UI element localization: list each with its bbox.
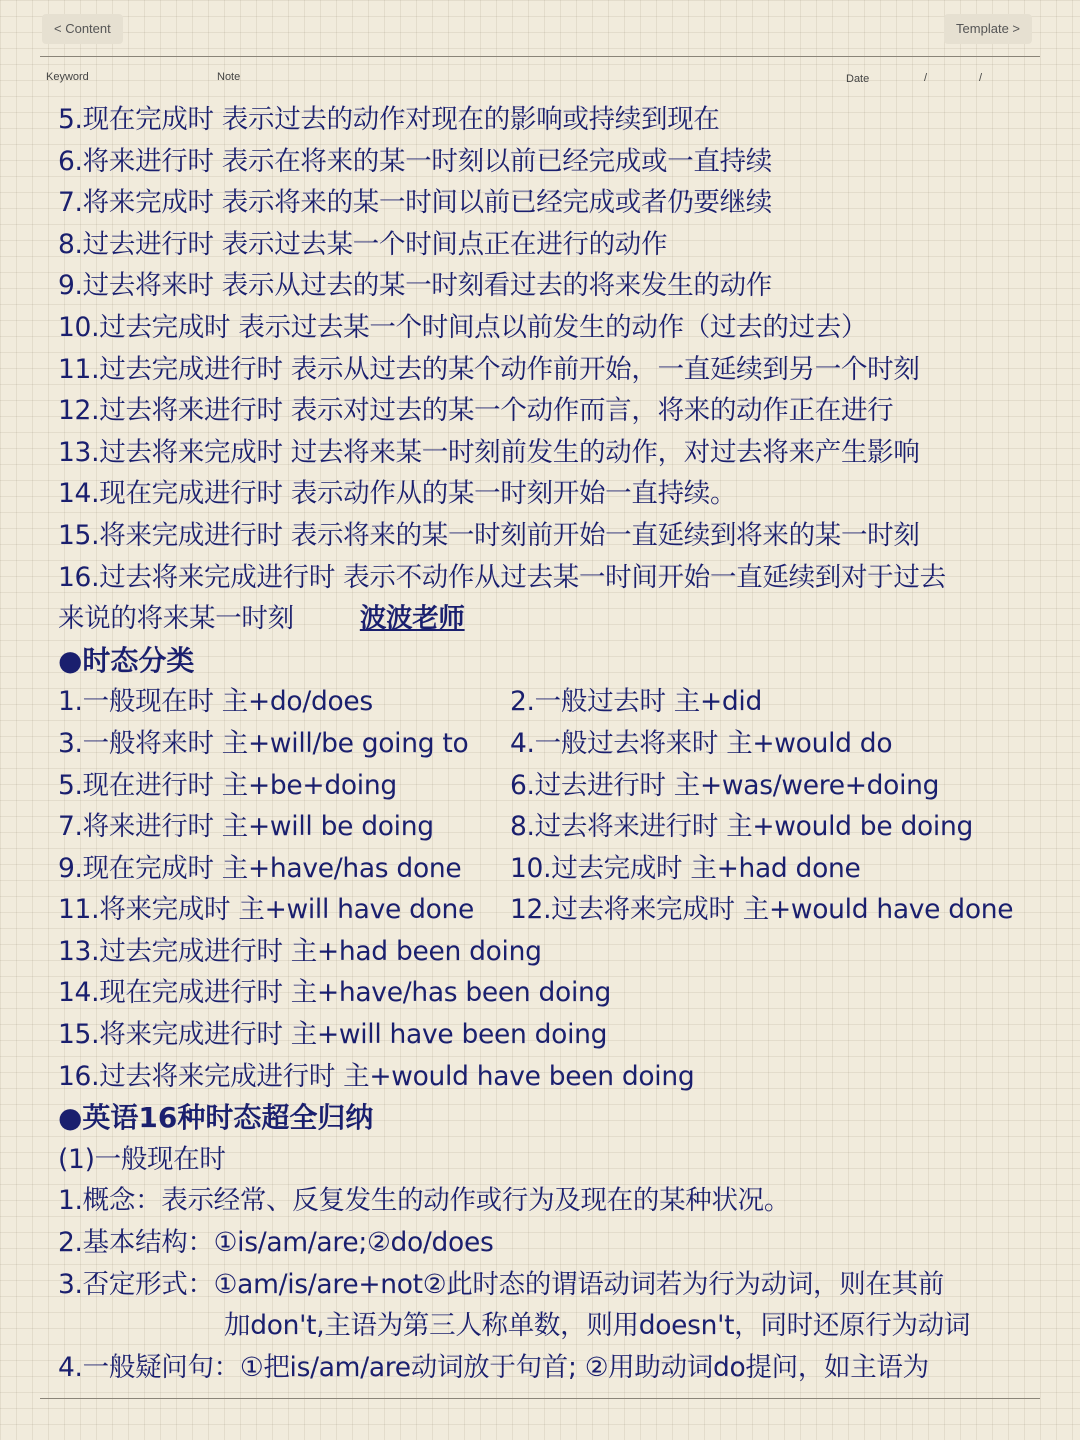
classification-item: 15.将来完成进行时 主+will have been doing: [58, 1019, 608, 1051]
definition-line: 14.现在完成进行时 表示动作从的某一时刻开始一直持续。: [58, 478, 737, 510]
classification-item: 11.将来完成时 主+will have done: [58, 894, 475, 926]
definition-line: 5.现在完成时 表示过去的动作对现在的影响或持续到现在: [58, 104, 720, 135]
definition-line: 16.过去将来完成进行时 表示不动作从过去某一时间开始一直延续到对于过去: [58, 561, 946, 593]
definition-line: 9.过去将来时 表示从过去的某一时刻看过去的将来发生的动作: [58, 270, 773, 302]
header-rule: [40, 56, 1040, 57]
classification-row: [58, 806, 1058, 848]
definition-continuation: 来说的将来某一时刻: [58, 603, 294, 635]
subsection-title: (1)一般现在时: [58, 1143, 226, 1175]
classification-item: 1.一般现在时 主+do/does: [58, 686, 373, 718]
classification-item: 3.一般将来时 主+will/be going to: [58, 727, 469, 759]
definition-line: 10.过去完成时 表示过去某一个时间点以前发生的动作（过去的过去）: [58, 311, 868, 343]
definition-line: 6.将来进行时 表示在将来的某一时刻以前已经完成或一直持续: [58, 145, 773, 177]
section-heading: ●时态分类: [58, 643, 195, 677]
definition-line: 13.过去将来完成时 过去将来某一时刻前发生的动作，对过去将来产生影响: [58, 436, 920, 468]
note-body: [58, 99, 1058, 1388]
definition-line: 7.将来完成时 表示将来的某一时间以前已经完成或者仍要继续: [58, 187, 773, 219]
classification-row: [58, 889, 1058, 931]
footer-rule: [40, 1398, 1040, 1399]
definition-line: 12.过去将来进行时 表示对过去的某一个动作而言，将来的动作正在进行: [58, 395, 894, 427]
classification-row: [58, 848, 1058, 890]
summary-item: 4.一般疑问句：①把is/am/are动词放于句首; ②用助动词do提问，如主语为: [58, 1351, 929, 1383]
author-signature: 波波老师: [359, 603, 465, 635]
classification-item: 4.一般过去将来时 主+would do: [510, 727, 893, 759]
date-slash-1: /: [924, 72, 928, 84]
summary-item: 3.否定形式：①am/is/are+not②此时态的谓语动词若为行为动词，则在其前: [58, 1268, 945, 1300]
classification-item: 9.现在完成时 主+have/has done: [58, 852, 462, 884]
back-to-content-button[interactable]: < Content: [42, 14, 123, 44]
definition-line: 8.过去进行时 表示过去某一个时间点正在进行的动作: [58, 228, 668, 260]
keyword-label: Keyword: [46, 71, 89, 83]
classification-row: [58, 723, 1058, 765]
date-label: Date: [846, 73, 870, 85]
classification-item: 16.过去将来完成进行时 主+would have been doing: [58, 1060, 695, 1092]
classification-row: [58, 681, 1058, 723]
classification-item: 7.将来进行时 主+will be doing: [58, 811, 434, 843]
classification-item: 10.过去完成时 主+had done: [510, 852, 861, 884]
classification-item: 5.现在进行时 主+be+doing: [58, 769, 397, 801]
classification-item: 2.一般过去时 主+did: [510, 686, 763, 718]
date-slash-2: /: [979, 72, 983, 84]
classification-item: 8.过去将来进行时 主+would be doing: [510, 811, 973, 843]
definition-line: [58, 598, 1058, 640]
template-button[interactable]: Template >: [944, 14, 1032, 44]
summary-item-continuation: 加don't,主语为第三人称单数，则用doesn't，同时还原行为动词: [224, 1310, 971, 1342]
classification-item: 6.过去进行时 主+was/were+doing: [510, 769, 940, 801]
definition-line: 15.将来完成进行时 表示将来的某一时刻前开始一直延续到将来的某一时刻: [58, 519, 920, 551]
classification-item: 14.现在完成进行时 主+have/has been doing: [58, 977, 612, 1009]
classification-item: 13.过去完成进行时 主+had been doing: [58, 935, 542, 967]
classification-row: [58, 765, 1058, 807]
summary-item: 1.概念：表示经常、反复发生的动作或行为及现在的某种状况。: [58, 1185, 791, 1217]
summary-item: 2.基本结构：①is/am/are;②do/does: [58, 1227, 494, 1259]
classification-item: 12.过去将来完成时 主+would have done: [510, 894, 1014, 926]
note-label: Note: [217, 71, 241, 83]
definition-line: 11.过去完成进行时 表示从过去的某个动作前开始，一直延续到另一个时刻: [58, 353, 920, 385]
section-heading: ●英语16种时态超全归纳: [58, 1101, 374, 1135]
